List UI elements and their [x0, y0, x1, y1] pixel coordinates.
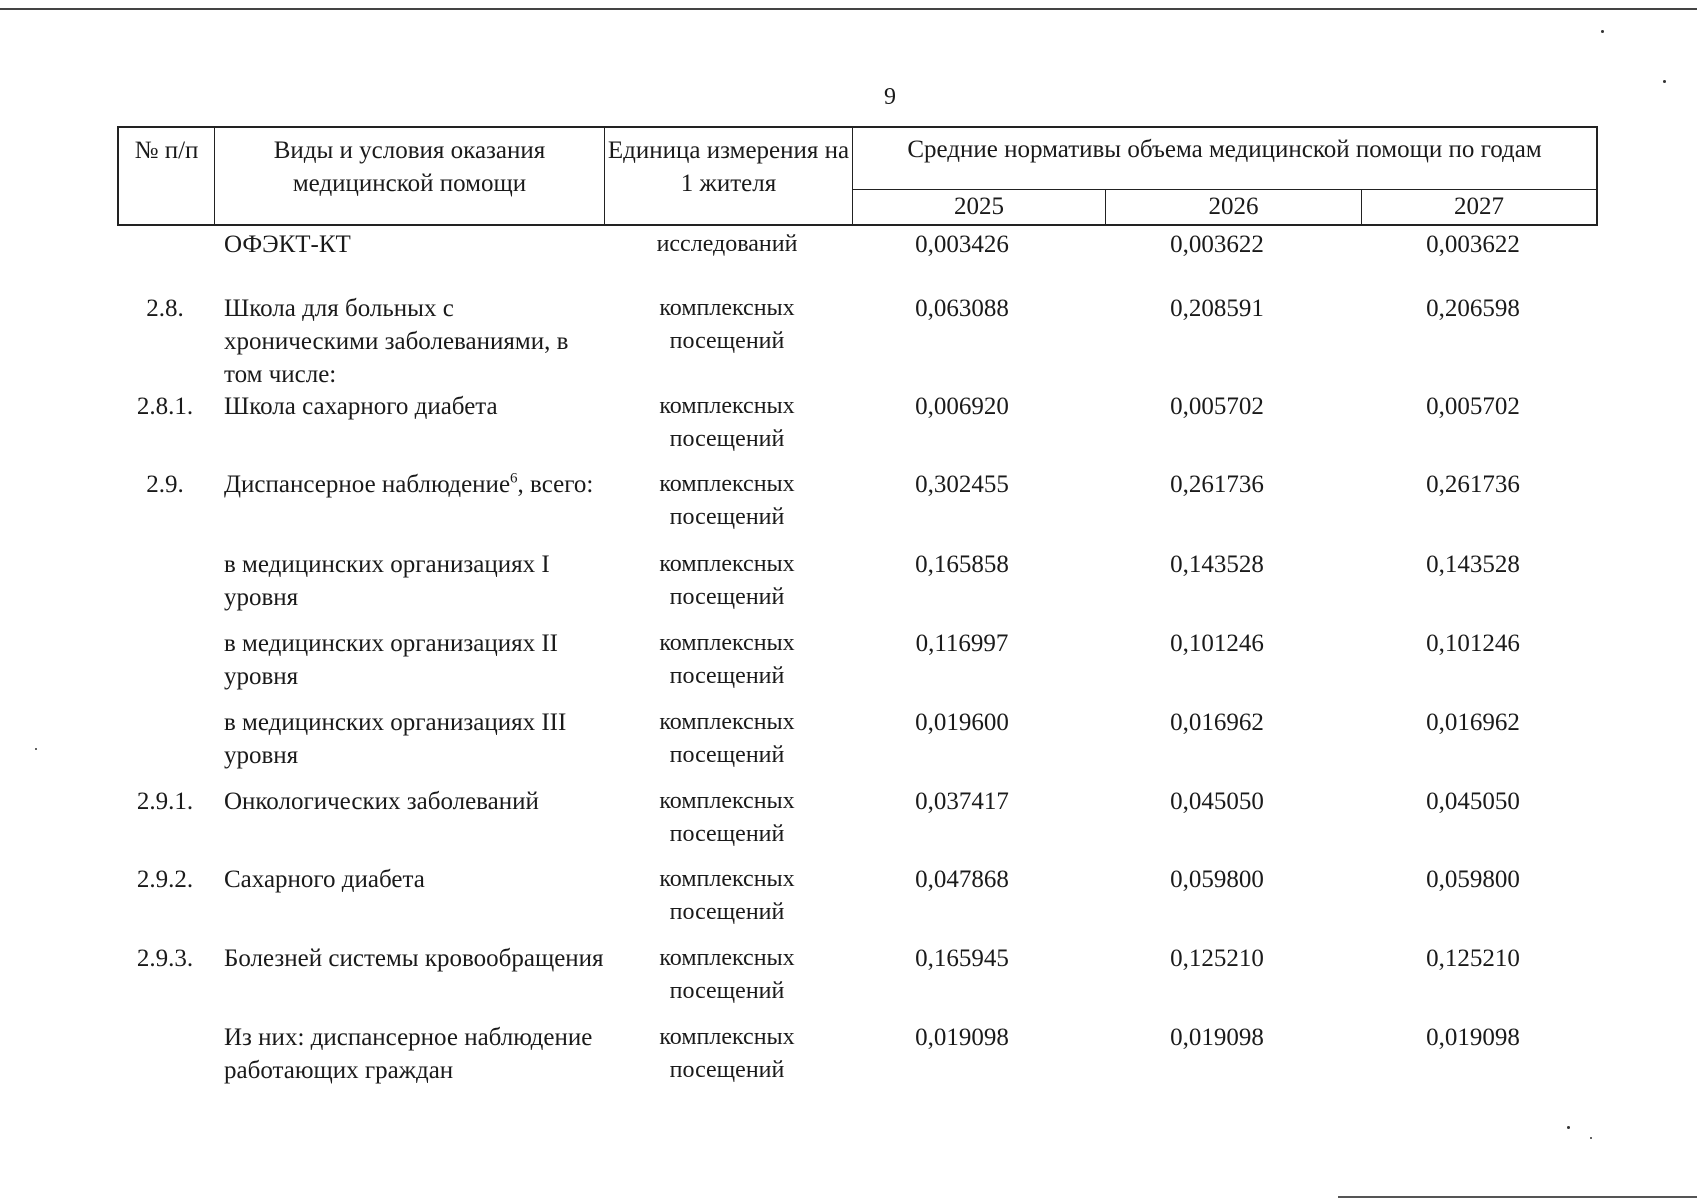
row-kind — [224, 785, 604, 818]
row-value-2025: 0,116997 — [915, 630, 1009, 657]
row-number: 2.9.3. — [136, 945, 194, 972]
row-value-2025: 0,037417 — [915, 788, 1009, 815]
row-unit: исследований — [656, 231, 798, 257]
row-value-2027: 0,045050 — [1426, 788, 1520, 815]
row-value-2027: 0,059800 — [1426, 866, 1520, 893]
row-kind-text: ОФЭКТ-КТ — [224, 231, 351, 258]
row-unit: комплексных посещений — [659, 393, 795, 452]
row-value-2025: 0,019600 — [915, 709, 1009, 736]
row-value-2026: 0,208591 — [1170, 295, 1264, 322]
row-kind-suffix: , всего: — [517, 471, 594, 498]
header-kind: Виды и условия оказания медицинской помощи — [215, 128, 605, 224]
row-kind-text: Школа для больных с хроническими заболеваниями, в том числе: — [224, 295, 569, 388]
row-value-2025: 0,003426 — [915, 231, 1009, 258]
row-kind — [224, 228, 604, 261]
row-value-2025: 0,302455 — [915, 471, 1009, 498]
row-number: 2.9.2. — [136, 866, 194, 893]
row-value-2027: 0,005702 — [1426, 393, 1520, 420]
header-averages-title: Средние нормативы объема медицинской помощи по годам — [853, 128, 1596, 190]
header-year: 2027 — [1454, 193, 1504, 220]
row-value-2027: 0,003622 — [1426, 231, 1520, 258]
row-kind-text: Из них: диспансерное наблюдение работающих граждан — [224, 1024, 593, 1084]
row-number: 2.8. — [146, 295, 184, 322]
row-kind-text: Школа сахарного диабета — [224, 393, 498, 420]
row-value-2025: 0,019098 — [915, 1024, 1009, 1051]
row-value-2027: 0,261736 — [1426, 471, 1520, 498]
row-unit: комплексных посещений — [659, 630, 795, 689]
row-value-2027: 0,143528 — [1426, 551, 1520, 578]
header-averages — [853, 128, 1596, 224]
header-number: № п/п — [119, 128, 215, 224]
row-value-2026: 0,101246 — [1170, 630, 1264, 657]
header-year: 2026 — [1106, 190, 1362, 226]
row-kind — [224, 548, 604, 614]
page-number: 9 — [884, 84, 896, 110]
row-value-2026: 0,125210 — [1170, 945, 1264, 972]
row-unit: комплексных посещений — [659, 709, 795, 768]
row-value-2025: 0,165945 — [915, 945, 1009, 972]
row-unit: комплексных посещений — [659, 866, 795, 925]
row-kind — [224, 863, 604, 896]
row-number: 2.9.1. — [136, 788, 194, 815]
table-header — [117, 126, 1598, 226]
row-value-2026: 0,005702 — [1170, 393, 1264, 420]
row-kind-text: Сахарного диабета — [224, 866, 425, 893]
row-kind — [224, 390, 604, 423]
row-value-2026: 0,261736 — [1170, 471, 1264, 498]
row-unit: комплексных посещений — [659, 945, 795, 1004]
scan-edge-top — [0, 8, 1697, 10]
row-value-2027: 0,016962 — [1426, 709, 1520, 736]
row-kind-text: в медицинских организациях II уровня — [224, 630, 558, 690]
header-year: 2025 — [853, 190, 1106, 226]
scan-speck — [1567, 1126, 1570, 1129]
scan-speck — [1590, 1137, 1592, 1139]
row-kind-text: Болезней системы кровообращения — [224, 945, 604, 972]
row-value-2026: 0,019098 — [1170, 1024, 1264, 1051]
row-kind — [224, 292, 604, 391]
scan-speck — [35, 748, 37, 750]
header-unit: Единица измерения на 1 жителя — [605, 128, 853, 224]
row-value-2027: 0,206598 — [1426, 295, 1520, 322]
footnote-marker: 6 — [510, 470, 518, 487]
scan-speck — [1601, 30, 1604, 33]
row-kind-text: Диспансерное наблюдение — [224, 471, 511, 498]
row-kind-text: Онкологических заболеваний — [224, 788, 539, 815]
row-unit: комплексных посещений — [659, 1024, 795, 1083]
scan-edge-bottom — [1338, 1196, 1697, 1198]
row-unit: комплексных посещений — [659, 788, 795, 847]
row-value-2025: 0,047868 — [915, 866, 1009, 893]
row-number: 2.8.1. — [136, 393, 194, 420]
row-value-2026: 0,045050 — [1170, 788, 1264, 815]
row-kind — [224, 942, 604, 975]
row-value-2025: 0,165858 — [915, 551, 1009, 578]
row-value-2027: 0,019098 — [1426, 1024, 1520, 1051]
scan-speck — [1663, 80, 1666, 83]
row-value-2026: 0,016962 — [1170, 709, 1264, 736]
row-kind — [224, 706, 604, 772]
row-value-2027: 0,125210 — [1426, 945, 1520, 972]
row-kind-text: в медицинских организациях I уровня — [224, 551, 550, 611]
row-kind — [224, 627, 604, 693]
row-value-2027: 0,101246 — [1426, 630, 1520, 657]
row-kind-text: в медицинских организациях III уровня — [224, 709, 567, 769]
row-value-2026: 0,143528 — [1170, 551, 1264, 578]
row-value-2026: 0,059800 — [1170, 866, 1264, 893]
row-kind — [224, 468, 604, 501]
row-unit: комплексных посещений — [659, 551, 795, 610]
row-number: 2.9. — [146, 471, 184, 498]
row-value-2025: 0,006920 — [915, 393, 1009, 420]
row-kind — [224, 1021, 604, 1087]
row-unit: комплексных посещений — [659, 295, 795, 354]
row-unit: комплексных посещений — [659, 471, 795, 530]
row-value-2025: 0,063088 — [915, 295, 1009, 322]
row-value-2026: 0,003622 — [1170, 231, 1264, 258]
